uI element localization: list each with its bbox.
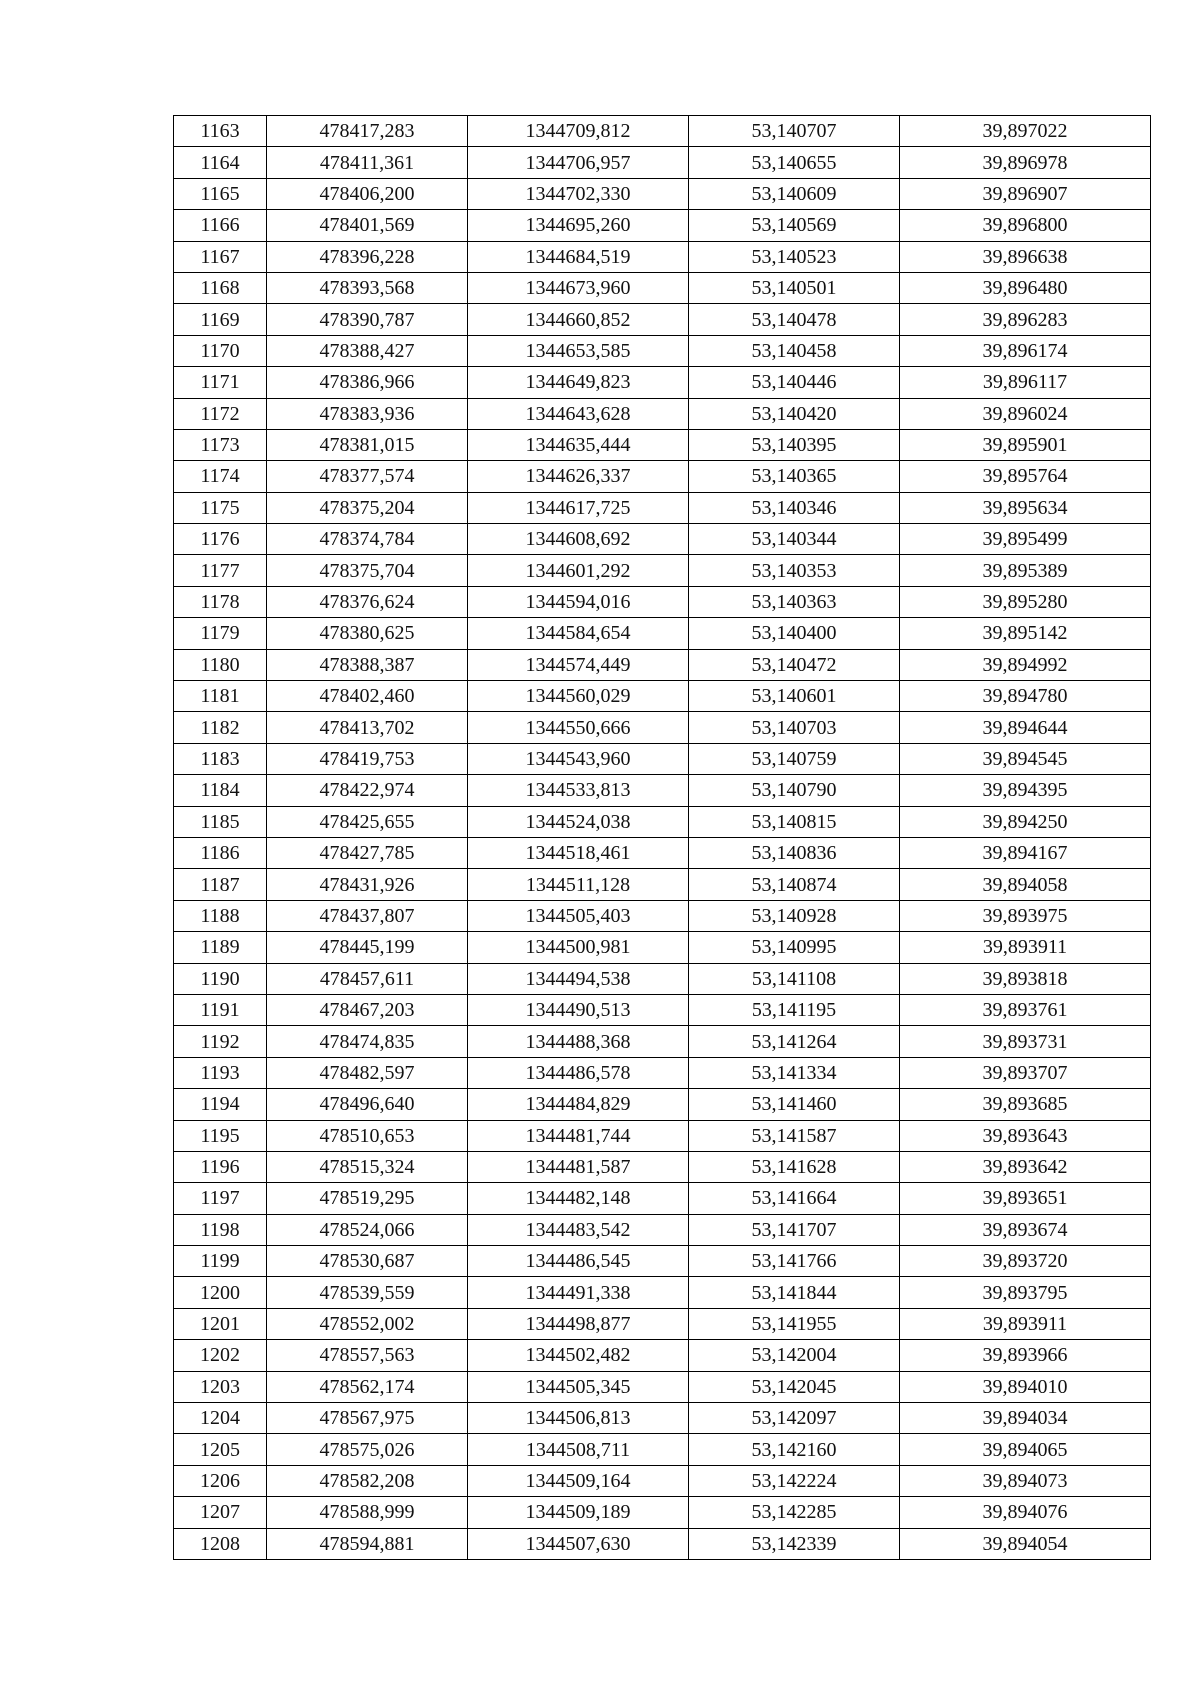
longitude-cell: 39,894054: [900, 1528, 1151, 1559]
y-coordinate-cell: 1344502,482: [468, 1340, 689, 1371]
x-coordinate-cell: 478425,655: [267, 806, 468, 837]
point-number-cell: 1199: [174, 1246, 267, 1277]
y-coordinate-cell: 1344518,461: [468, 837, 689, 868]
coordinates-table: [173, 115, 1151, 1560]
x-coordinate-cell: 478413,702: [267, 712, 468, 743]
longitude-cell: 39,896907: [900, 178, 1151, 209]
table-row: [174, 1214, 1151, 1245]
point-number-cell: 1184: [174, 775, 267, 806]
point-number-cell: 1195: [174, 1120, 267, 1151]
latitude-cell: 53,141766: [689, 1246, 900, 1277]
table-row: [174, 1528, 1151, 1559]
longitude-cell: 39,893975: [900, 900, 1151, 931]
longitude-cell: 39,894780: [900, 681, 1151, 712]
point-number-cell: 1185: [174, 806, 267, 837]
longitude-cell: 39,896024: [900, 398, 1151, 429]
latitude-cell: 53,140815: [689, 806, 900, 837]
longitude-cell: 39,893674: [900, 1214, 1151, 1245]
longitude-cell: 39,896117: [900, 367, 1151, 398]
point-number-cell: 1171: [174, 367, 267, 398]
latitude-cell: 53,141108: [689, 963, 900, 994]
y-coordinate-cell: 1344673,960: [468, 272, 689, 303]
latitude-cell: 53,142160: [689, 1434, 900, 1465]
y-coordinate-cell: 1344594,016: [468, 586, 689, 617]
x-coordinate-cell: 478374,784: [267, 524, 468, 555]
x-coordinate-cell: 478396,228: [267, 241, 468, 272]
latitude-cell: 53,140601: [689, 681, 900, 712]
table-row: [174, 367, 1151, 398]
latitude-cell: 53,140420: [689, 398, 900, 429]
table-row: [174, 1151, 1151, 1182]
y-coordinate-cell: 1344533,813: [468, 775, 689, 806]
longitude-cell: 39,894058: [900, 869, 1151, 900]
table-row: [174, 649, 1151, 680]
latitude-cell: 53,142045: [689, 1371, 900, 1402]
longitude-cell: 39,894076: [900, 1497, 1151, 1528]
x-coordinate-cell: 478467,203: [267, 994, 468, 1025]
table-row: [174, 210, 1151, 241]
point-number-cell: 1172: [174, 398, 267, 429]
x-coordinate-cell: 478524,066: [267, 1214, 468, 1245]
x-coordinate-cell: 478519,295: [267, 1183, 468, 1214]
x-coordinate-cell: 478562,174: [267, 1371, 468, 1402]
longitude-cell: 39,897022: [900, 116, 1151, 147]
table-row: [174, 429, 1151, 460]
y-coordinate-cell: 1344550,666: [468, 712, 689, 743]
x-coordinate-cell: 478401,569: [267, 210, 468, 241]
y-coordinate-cell: 1344560,029: [468, 681, 689, 712]
y-coordinate-cell: 1344508,711: [468, 1434, 689, 1465]
table-row: [174, 335, 1151, 366]
point-number-cell: 1202: [174, 1340, 267, 1371]
y-coordinate-cell: 1344486,578: [468, 1057, 689, 1088]
point-number-cell: 1179: [174, 618, 267, 649]
table-row: [174, 837, 1151, 868]
table-row: [174, 932, 1151, 963]
latitude-cell: 53,142004: [689, 1340, 900, 1371]
longitude-cell: 39,894644: [900, 712, 1151, 743]
longitude-cell: 39,896283: [900, 304, 1151, 335]
point-number-cell: 1169: [174, 304, 267, 335]
table-row: [174, 1057, 1151, 1088]
point-number-cell: 1166: [174, 210, 267, 241]
y-coordinate-cell: 1344626,337: [468, 461, 689, 492]
point-number-cell: 1201: [174, 1308, 267, 1339]
y-coordinate-cell: 1344684,519: [468, 241, 689, 272]
longitude-cell: 39,894010: [900, 1371, 1151, 1402]
table-row: [174, 147, 1151, 178]
x-coordinate-cell: 478510,653: [267, 1120, 468, 1151]
latitude-cell: 53,140655: [689, 147, 900, 178]
x-coordinate-cell: 478406,200: [267, 178, 468, 209]
y-coordinate-cell: 1344500,981: [468, 932, 689, 963]
latitude-cell: 53,140703: [689, 712, 900, 743]
y-coordinate-cell: 1344608,692: [468, 524, 689, 555]
y-coordinate-cell: 1344574,449: [468, 649, 689, 680]
x-coordinate-cell: 478496,640: [267, 1089, 468, 1120]
point-number-cell: 1189: [174, 932, 267, 963]
table-row: [174, 1308, 1151, 1339]
latitude-cell: 53,141460: [689, 1089, 900, 1120]
longitude-cell: 39,893911: [900, 1308, 1151, 1339]
table-row: [174, 1120, 1151, 1151]
x-coordinate-cell: 478437,807: [267, 900, 468, 931]
table-row: [174, 1089, 1151, 1120]
y-coordinate-cell: 1344524,038: [468, 806, 689, 837]
latitude-cell: 53,140501: [689, 272, 900, 303]
latitude-cell: 53,141955: [689, 1308, 900, 1339]
x-coordinate-cell: 478376,624: [267, 586, 468, 617]
point-number-cell: 1178: [174, 586, 267, 617]
y-coordinate-cell: 1344702,330: [468, 178, 689, 209]
y-coordinate-cell: 1344505,345: [468, 1371, 689, 1402]
longitude-cell: 39,896800: [900, 210, 1151, 241]
x-coordinate-cell: 478390,787: [267, 304, 468, 335]
longitude-cell: 39,893707: [900, 1057, 1151, 1088]
point-number-cell: 1164: [174, 147, 267, 178]
y-coordinate-cell: 1344509,164: [468, 1465, 689, 1496]
x-coordinate-cell: 478383,936: [267, 398, 468, 429]
x-coordinate-cell: 478482,597: [267, 1057, 468, 1088]
latitude-cell: 53,142339: [689, 1528, 900, 1559]
point-number-cell: 1183: [174, 743, 267, 774]
latitude-cell: 53,140458: [689, 335, 900, 366]
table-row: [174, 524, 1151, 555]
latitude-cell: 53,141195: [689, 994, 900, 1025]
y-coordinate-cell: 1344709,812: [468, 116, 689, 147]
latitude-cell: 53,140928: [689, 900, 900, 931]
y-coordinate-cell: 1344484,829: [468, 1089, 689, 1120]
y-coordinate-cell: 1344511,128: [468, 869, 689, 900]
x-coordinate-cell: 478386,966: [267, 367, 468, 398]
latitude-cell: 53,140446: [689, 367, 900, 398]
table-row: [174, 116, 1151, 147]
point-number-cell: 1194: [174, 1089, 267, 1120]
y-coordinate-cell: 1344649,823: [468, 367, 689, 398]
table-row: [174, 461, 1151, 492]
table-row: [174, 775, 1151, 806]
table-row: [174, 586, 1151, 617]
point-number-cell: 1165: [174, 178, 267, 209]
y-coordinate-cell: 1344509,189: [468, 1497, 689, 1528]
point-number-cell: 1192: [174, 1026, 267, 1057]
x-coordinate-cell: 478575,026: [267, 1434, 468, 1465]
y-coordinate-cell: 1344507,630: [468, 1528, 689, 1559]
y-coordinate-cell: 1344490,513: [468, 994, 689, 1025]
longitude-cell: 39,893911: [900, 932, 1151, 963]
latitude-cell: 53,140363: [689, 586, 900, 617]
table-row: [174, 1434, 1151, 1465]
point-number-cell: 1203: [174, 1371, 267, 1402]
longitude-cell: 39,894065: [900, 1434, 1151, 1465]
x-coordinate-cell: 478422,974: [267, 775, 468, 806]
longitude-cell: 39,893720: [900, 1246, 1151, 1277]
point-number-cell: 1168: [174, 272, 267, 303]
y-coordinate-cell: 1344505,403: [468, 900, 689, 931]
table-row: [174, 272, 1151, 303]
latitude-cell: 53,142097: [689, 1403, 900, 1434]
latitude-cell: 53,140569: [689, 210, 900, 241]
table-row: [174, 1246, 1151, 1277]
latitude-cell: 53,141334: [689, 1057, 900, 1088]
longitude-cell: 39,896174: [900, 335, 1151, 366]
y-coordinate-cell: 1344617,725: [468, 492, 689, 523]
x-coordinate-cell: 478552,002: [267, 1308, 468, 1339]
x-coordinate-cell: 478393,568: [267, 272, 468, 303]
point-number-cell: 1187: [174, 869, 267, 900]
table-row: [174, 398, 1151, 429]
y-coordinate-cell: 1344635,444: [468, 429, 689, 460]
longitude-cell: 39,893966: [900, 1340, 1151, 1371]
longitude-cell: 39,894395: [900, 775, 1151, 806]
y-coordinate-cell: 1344653,585: [468, 335, 689, 366]
point-number-cell: 1174: [174, 461, 267, 492]
coordinates-table-body: [174, 116, 1151, 1560]
latitude-cell: 53,140400: [689, 618, 900, 649]
longitude-cell: 39,894545: [900, 743, 1151, 774]
y-coordinate-cell: 1344601,292: [468, 555, 689, 586]
longitude-cell: 39,894250: [900, 806, 1151, 837]
y-coordinate-cell: 1344482,148: [468, 1183, 689, 1214]
y-coordinate-cell: 1344486,545: [468, 1246, 689, 1277]
table-row: [174, 555, 1151, 586]
table-row: [174, 1465, 1151, 1496]
x-coordinate-cell: 478375,204: [267, 492, 468, 523]
latitude-cell: 53,142224: [689, 1465, 900, 1496]
longitude-cell: 39,896480: [900, 272, 1151, 303]
x-coordinate-cell: 478457,611: [267, 963, 468, 994]
point-number-cell: 1204: [174, 1403, 267, 1434]
table-row: [174, 241, 1151, 272]
table-row: [174, 1497, 1151, 1528]
longitude-cell: 39,893642: [900, 1151, 1151, 1182]
point-number-cell: 1193: [174, 1057, 267, 1088]
y-coordinate-cell: 1344498,877: [468, 1308, 689, 1339]
table-row: [174, 963, 1151, 994]
x-coordinate-cell: 478530,687: [267, 1246, 468, 1277]
latitude-cell: 53,140344: [689, 524, 900, 555]
x-coordinate-cell: 478388,427: [267, 335, 468, 366]
table-row: [174, 994, 1151, 1025]
x-coordinate-cell: 478567,975: [267, 1403, 468, 1434]
longitude-cell: 39,895634: [900, 492, 1151, 523]
point-number-cell: 1186: [174, 837, 267, 868]
y-coordinate-cell: 1344488,368: [468, 1026, 689, 1057]
table-row: [174, 1026, 1151, 1057]
x-coordinate-cell: 478515,324: [267, 1151, 468, 1182]
point-number-cell: 1163: [174, 116, 267, 147]
point-number-cell: 1180: [174, 649, 267, 680]
x-coordinate-cell: 478388,387: [267, 649, 468, 680]
latitude-cell: 53,141664: [689, 1183, 900, 1214]
point-number-cell: 1197: [174, 1183, 267, 1214]
table-row: [174, 712, 1151, 743]
latitude-cell: 53,141707: [689, 1214, 900, 1245]
x-coordinate-cell: 478411,361: [267, 147, 468, 178]
x-coordinate-cell: 478594,881: [267, 1528, 468, 1559]
y-coordinate-cell: 1344695,260: [468, 210, 689, 241]
point-number-cell: 1198: [174, 1214, 267, 1245]
x-coordinate-cell: 478427,785: [267, 837, 468, 868]
latitude-cell: 53,140790: [689, 775, 900, 806]
longitude-cell: 39,895389: [900, 555, 1151, 586]
y-coordinate-cell: 1344706,957: [468, 147, 689, 178]
latitude-cell: 53,141844: [689, 1277, 900, 1308]
y-coordinate-cell: 1344506,813: [468, 1403, 689, 1434]
x-coordinate-cell: 478377,574: [267, 461, 468, 492]
x-coordinate-cell: 478417,283: [267, 116, 468, 147]
point-number-cell: 1206: [174, 1465, 267, 1496]
longitude-cell: 39,895280: [900, 586, 1151, 617]
latitude-cell: 53,140472: [689, 649, 900, 680]
y-coordinate-cell: 1344494,538: [468, 963, 689, 994]
longitude-cell: 39,895499: [900, 524, 1151, 555]
latitude-cell: 53,141587: [689, 1120, 900, 1151]
longitude-cell: 39,894034: [900, 1403, 1151, 1434]
y-coordinate-cell: 1344660,852: [468, 304, 689, 335]
table-row: [174, 869, 1151, 900]
table-row: [174, 743, 1151, 774]
latitude-cell: 53,140353: [689, 555, 900, 586]
latitude-cell: 53,140523: [689, 241, 900, 272]
latitude-cell: 53,140346: [689, 492, 900, 523]
latitude-cell: 53,140365: [689, 461, 900, 492]
point-number-cell: 1175: [174, 492, 267, 523]
longitude-cell: 39,895901: [900, 429, 1151, 460]
x-coordinate-cell: 478431,926: [267, 869, 468, 900]
latitude-cell: 53,140478: [689, 304, 900, 335]
x-coordinate-cell: 478445,199: [267, 932, 468, 963]
latitude-cell: 53,140395: [689, 429, 900, 460]
point-number-cell: 1182: [174, 712, 267, 743]
point-number-cell: 1177: [174, 555, 267, 586]
x-coordinate-cell: 478539,559: [267, 1277, 468, 1308]
point-number-cell: 1207: [174, 1497, 267, 1528]
x-coordinate-cell: 478582,208: [267, 1465, 468, 1496]
y-coordinate-cell: 1344483,542: [468, 1214, 689, 1245]
point-number-cell: 1170: [174, 335, 267, 366]
longitude-cell: 39,893685: [900, 1089, 1151, 1120]
latitude-cell: 53,140836: [689, 837, 900, 868]
table-row: [174, 618, 1151, 649]
table-row: [174, 1371, 1151, 1402]
x-coordinate-cell: 478375,704: [267, 555, 468, 586]
y-coordinate-cell: 1344481,587: [468, 1151, 689, 1182]
table-row: [174, 1183, 1151, 1214]
x-coordinate-cell: 478474,835: [267, 1026, 468, 1057]
table-row: [174, 1277, 1151, 1308]
point-number-cell: 1200: [174, 1277, 267, 1308]
x-coordinate-cell: 478380,625: [267, 618, 468, 649]
latitude-cell: 53,140995: [689, 932, 900, 963]
point-number-cell: 1173: [174, 429, 267, 460]
longitude-cell: 39,893795: [900, 1277, 1151, 1308]
latitude-cell: 53,140707: [689, 116, 900, 147]
y-coordinate-cell: 1344643,628: [468, 398, 689, 429]
y-coordinate-cell: 1344491,338: [468, 1277, 689, 1308]
longitude-cell: 39,894992: [900, 649, 1151, 680]
point-number-cell: 1191: [174, 994, 267, 1025]
longitude-cell: 39,894073: [900, 1465, 1151, 1496]
point-number-cell: 1167: [174, 241, 267, 272]
table-row: [174, 1340, 1151, 1371]
latitude-cell: 53,141628: [689, 1151, 900, 1182]
y-coordinate-cell: 1344584,654: [468, 618, 689, 649]
table-row: [174, 1403, 1151, 1434]
longitude-cell: 39,893731: [900, 1026, 1151, 1057]
point-number-cell: 1196: [174, 1151, 267, 1182]
longitude-cell: 39,895764: [900, 461, 1151, 492]
y-coordinate-cell: 1344481,744: [468, 1120, 689, 1151]
table-row: [174, 900, 1151, 931]
longitude-cell: 39,896638: [900, 241, 1151, 272]
latitude-cell: 53,141264: [689, 1026, 900, 1057]
table-row: [174, 304, 1151, 335]
point-number-cell: 1190: [174, 963, 267, 994]
longitude-cell: 39,894167: [900, 837, 1151, 868]
latitude-cell: 53,140609: [689, 178, 900, 209]
longitude-cell: 39,893643: [900, 1120, 1151, 1151]
longitude-cell: 39,896978: [900, 147, 1151, 178]
point-number-cell: 1208: [174, 1528, 267, 1559]
longitude-cell: 39,893651: [900, 1183, 1151, 1214]
latitude-cell: 53,142285: [689, 1497, 900, 1528]
x-coordinate-cell: 478381,015: [267, 429, 468, 460]
point-number-cell: 1181: [174, 681, 267, 712]
point-number-cell: 1176: [174, 524, 267, 555]
x-coordinate-cell: 478419,753: [267, 743, 468, 774]
x-coordinate-cell: 478402,460: [267, 681, 468, 712]
x-coordinate-cell: 478588,999: [267, 1497, 468, 1528]
latitude-cell: 53,140874: [689, 869, 900, 900]
longitude-cell: 39,893818: [900, 963, 1151, 994]
point-number-cell: 1205: [174, 1434, 267, 1465]
table-row: [174, 492, 1151, 523]
table-row: [174, 178, 1151, 209]
x-coordinate-cell: 478557,563: [267, 1340, 468, 1371]
y-coordinate-cell: 1344543,960: [468, 743, 689, 774]
point-number-cell: 1188: [174, 900, 267, 931]
table-row: [174, 806, 1151, 837]
longitude-cell: 39,893761: [900, 994, 1151, 1025]
latitude-cell: 53,140759: [689, 743, 900, 774]
longitude-cell: 39,895142: [900, 618, 1151, 649]
table-row: [174, 681, 1151, 712]
